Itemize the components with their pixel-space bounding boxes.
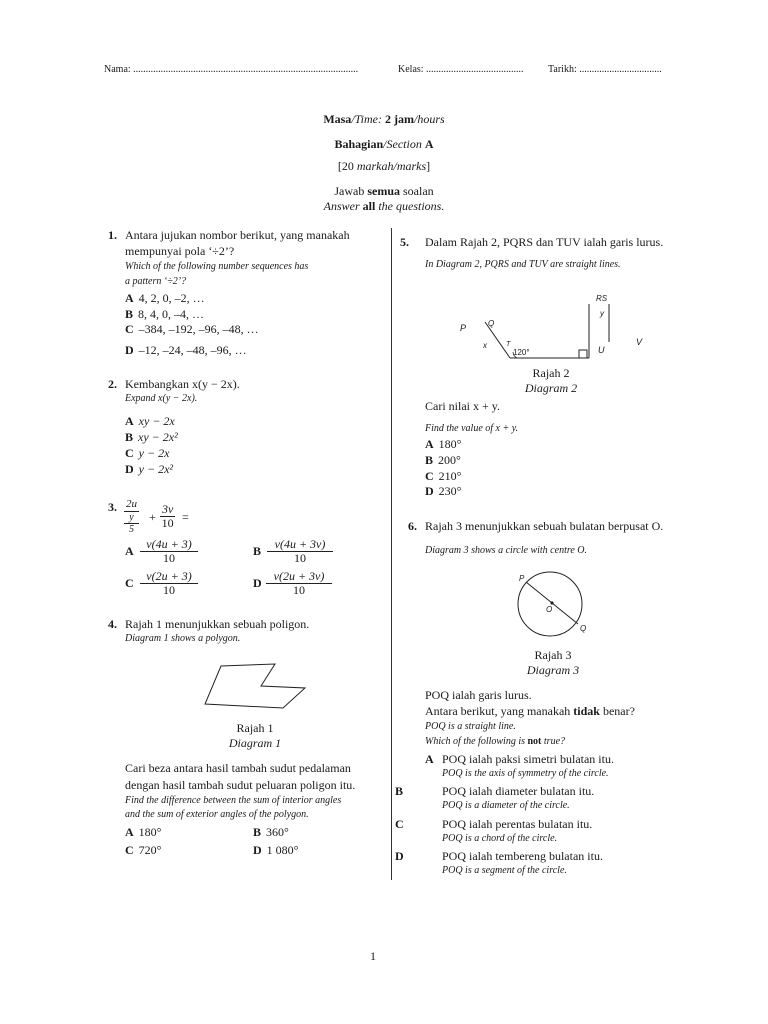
q6-poq-ms: POQ ialah garis lurus.: [425, 688, 532, 702]
q1-ms-line2: mempunyai pola ‘÷2’?: [125, 244, 235, 258]
name-field: Nama: ..........................................................................................: [104, 64, 359, 75]
q1-option-d[interactable]: D –12, –24, –48, –96, …: [125, 343, 247, 357]
q5-option-a[interactable]: A 180°: [425, 437, 462, 451]
q6-en-question: Which of the following is not true?: [425, 736, 566, 747]
q5-option-b[interactable]: B 200°: [425, 453, 461, 467]
q4-ms-question2: dengan hasil tambah sudut peluaran poligon itu.: [125, 778, 356, 792]
q5-rajah-label: Rajah 2: [532, 366, 570, 380]
q1-en-line1: Which of the following number sequences has: [125, 261, 309, 272]
q6-option-a-ms[interactable]: POQ ialah paksi simetri bulatan itu.: [442, 752, 614, 766]
class-field: Kelas: .......................................: [398, 64, 524, 75]
q2-option-b[interactable]: B xy − 2x²: [125, 430, 178, 444]
q3-number: 3.: [108, 500, 117, 514]
q6-diagram-label: Diagram 3: [526, 663, 580, 677]
diagram3-label-p: P: [519, 574, 525, 583]
diagram2-label-rs: RS: [596, 294, 608, 303]
q4-option-a[interactable]: A 180°: [125, 825, 162, 839]
q5-en-question: Find the value of x + y.: [425, 423, 519, 434]
diagram2-label-u: U: [598, 345, 605, 355]
diagram2-label-t: T: [506, 341, 511, 348]
q6-ms: Rajah 3 menunjukkan sebuah bulatan berpusat O.: [425, 519, 664, 533]
q6-option-a-letter[interactable]: A: [425, 752, 434, 766]
q5-ms: Dalam Rajah 2, PQRS dan TUV ialah garis lurus.: [425, 235, 664, 249]
q6-option-b-ms[interactable]: POQ ialah diameter bulatan itu.: [442, 784, 595, 798]
q3-option-d[interactable]: $\frac{v(2u + 3v)}{10}$: [266, 570, 332, 597]
q4-option-d[interactable]: D 1 080°: [253, 843, 299, 857]
q4-en-question1: Find the difference between the sum of interior angles: [125, 795, 342, 806]
q6-ms-question: Antara berikut, yang manakah tidak benar?: [425, 704, 635, 718]
q6-option-d-letter[interactable]: D: [395, 849, 404, 863]
q1-option-a[interactable]: A 4, 2, 0, –2, …: [125, 291, 205, 305]
q2-number: 2.: [108, 377, 117, 391]
q6-rajah-label: Rajah 3: [534, 648, 572, 662]
diagram2-label-angle: 120°: [513, 348, 530, 357]
q3-option-c-letter[interactable]: C: [125, 576, 134, 590]
diagram2-label-p: P: [460, 323, 467, 333]
q6-option-c-ms[interactable]: POQ ialah perentas bulatan itu.: [442, 817, 593, 831]
q3-option-c[interactable]: $\frac{v(2u + 3)}{10}$: [140, 570, 198, 597]
q4-en: Diagram 1 shows a polygon.: [125, 633, 241, 644]
q5-ms-question: Cari nilai x + y.: [425, 399, 500, 413]
q4-rajah-label: Rajah 1: [236, 721, 274, 735]
q4-diagram-label: Diagram 1: [228, 736, 282, 750]
marks-heading: [20 markah/marks]: [337, 159, 431, 173]
q3-option-d-letter[interactable]: D: [253, 576, 262, 590]
q3-plus: +: [149, 510, 156, 524]
diagram2-label-q: Q: [488, 319, 495, 328]
date-field: Tarikh: .................................: [548, 64, 662, 75]
q4-ms-question1: Cari beza antara hasil tambah sudut pedalaman: [125, 761, 351, 775]
q4-option-c[interactable]: C 720°: [125, 843, 162, 857]
time-heading: Masa/Time: 2 jam/hours: [323, 112, 445, 126]
diagram2-label-x: x: [483, 341, 487, 350]
q6-option-b-en[interactable]: POQ is a diameter of the circle.: [442, 800, 570, 811]
q6-number: 6.: [408, 519, 417, 533]
q3-option-b-letter[interactable]: B: [253, 544, 262, 558]
section-heading: Bahagian/Section A: [334, 137, 434, 151]
q2-option-a[interactable]: A xy − 2x: [125, 414, 175, 428]
q6-en: Diagram 3 shows a circle with centre O.: [425, 545, 588, 556]
instruction-en: Answer all the questions.: [323, 199, 445, 213]
diagram3-label-q: Q: [580, 624, 587, 633]
diagram2-label-v: V: [636, 337, 643, 347]
q5-option-c[interactable]: C 210°: [425, 469, 462, 483]
q2-en: Expand x(y − 2x).: [125, 393, 198, 404]
lines-diagram: [455, 292, 655, 367]
polygon-diagram: [195, 658, 315, 712]
q5-number: 5.: [400, 235, 409, 249]
diagram3-label-o: O: [546, 605, 553, 614]
q1-en-line2: a pattern ‘÷2’?: [125, 276, 187, 287]
q4-number: 4.: [108, 617, 117, 631]
q1-ms-line1: Antara jujukan nombor berikut, yang manakah: [125, 228, 350, 242]
diagram2-label-y: y: [600, 309, 604, 318]
q1-option-c[interactable]: C –384, –192, –96, –48, …: [125, 322, 259, 336]
q3-option-b[interactable]: $\frac{v(4u + 3v)}{10}$: [267, 538, 333, 565]
column-divider: [391, 228, 392, 880]
q6-option-d-ms[interactable]: POQ ialah tembereng bulatan itu.: [442, 849, 603, 863]
q1-number: 1.: [108, 228, 117, 242]
q6-option-b-letter[interactable]: B: [395, 784, 404, 798]
q6-option-c-en[interactable]: POQ is a chord of the circle.: [442, 833, 558, 844]
q4-en-question2: and the sum of exterior angles of the polygon.: [125, 809, 309, 820]
page-number: 1: [370, 949, 376, 963]
q2-option-c[interactable]: C y − 2x: [125, 446, 170, 460]
q6-option-a-en[interactable]: POQ is the axis of symmetry of the circle.: [442, 768, 609, 779]
q3-equals: =: [182, 510, 189, 524]
q3-fraction-2: $\frac{3v}{10}$: [161, 502, 174, 530]
q1-option-b[interactable]: B 8, 4, 0, –4, …: [125, 307, 205, 321]
q6-poq-en: POQ is a straight line.: [425, 721, 516, 732]
q6-option-c-letter[interactable]: C: [395, 817, 404, 831]
q4-option-b[interactable]: B 360°: [253, 825, 289, 839]
q3-option-a[interactable]: $\frac{v(4u + 3)}{10}$: [140, 538, 198, 565]
q2-ms: Kembangkan x(y − 2x).: [125, 377, 240, 391]
q5-option-d[interactable]: D 230°: [425, 484, 462, 498]
q6-option-d-en[interactable]: POQ is a segment of the circle.: [442, 865, 567, 876]
q5-en: In Diagram 2, PQRS and TUV are straight lines.: [425, 259, 621, 270]
q5-diagram-label: Diagram 2: [524, 381, 578, 395]
q4-ms: Rajah 1 menunjukkan sebuah poligon.: [125, 617, 310, 631]
instruction-ms: Jawab semua soalan: [334, 184, 434, 198]
q2-option-d[interactable]: D y − 2x²: [125, 462, 174, 476]
q3-option-a-letter[interactable]: A: [125, 544, 134, 558]
q3-fraction-1: 2u y 5: [126, 498, 137, 535]
